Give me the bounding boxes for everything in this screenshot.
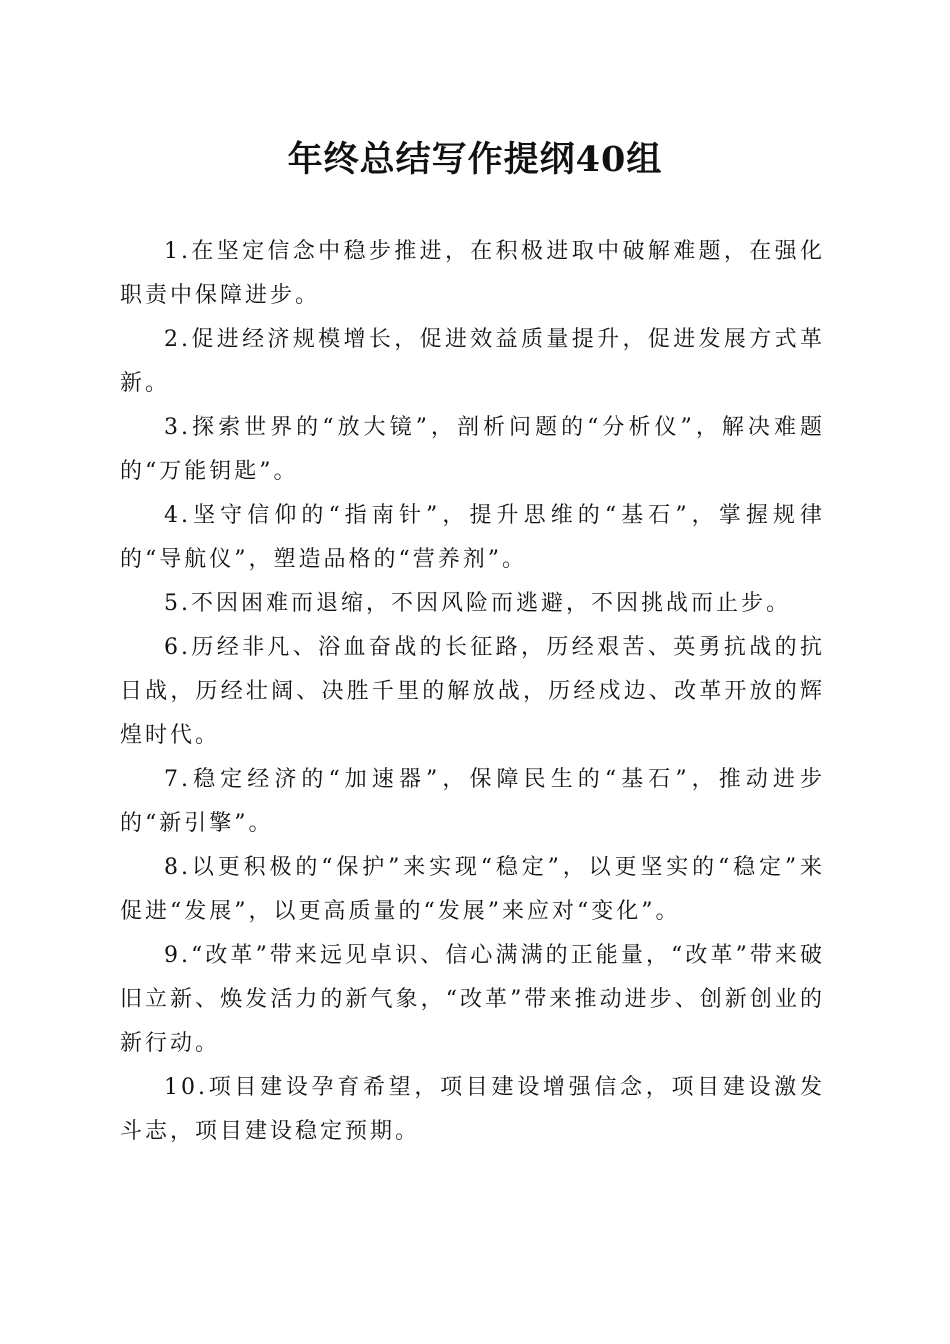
paragraph-9: 9.“改革”带来远见卓识、信心满满的正能量，“改革”带来破旧立新、焕发活力的新气象，“改革”带来推动进步、创新创业的新行动。	[120, 943, 825, 1056]
document-body	[120, 230, 825, 1154]
paragraph-10: 10.项目建设孕育希望，项目建设增强信念，项目建设激发斗志，项目建设稳定预期。	[120, 1075, 825, 1144]
paragraph-5: 5.不因困难而退缩，不因风险而逃避，不因挑战而止步。	[164, 591, 791, 616]
paragraph-4: 4.坚守信仰的“指南针”，提升思维的“基石”，掌握规律的“导航仪”，塑造品格的“营养剂”。	[120, 503, 825, 572]
document-title: 年终总结写作提纲40组	[287, 139, 663, 180]
paragraph-8: 8.以更积极的“保护”来实现“稳定”，以更坚实的“稳定”来促进“发展”，以更高质量的“发展”来应对“变化”。	[120, 855, 825, 924]
paragraph-2: 2.促进经济规模增长，促进效益质量提升，促进发展方式革新。	[120, 327, 825, 396]
paragraph-1: 1.在坚定信念中稳步推进，在积极进取中破解难题，在强化职责中保障进步。	[120, 239, 825, 308]
paragraph-6: 6.历经非凡、浴血奋战的长征路，历经艰苦、英勇抗战的抗日战，历经壮阔、决胜千里的解放战，历经戍边、改革开放的辉煌时代。	[120, 635, 825, 748]
paragraph-7: 7.稳定经济的“加速器”，保障民生的“基石”，推动进步的“新引擎”。	[120, 767, 825, 836]
paragraph-3: 3.探索世界的“放大镜”，剖析问题的“分析仪”，解决难题的“万能钥匙”。	[120, 415, 825, 484]
